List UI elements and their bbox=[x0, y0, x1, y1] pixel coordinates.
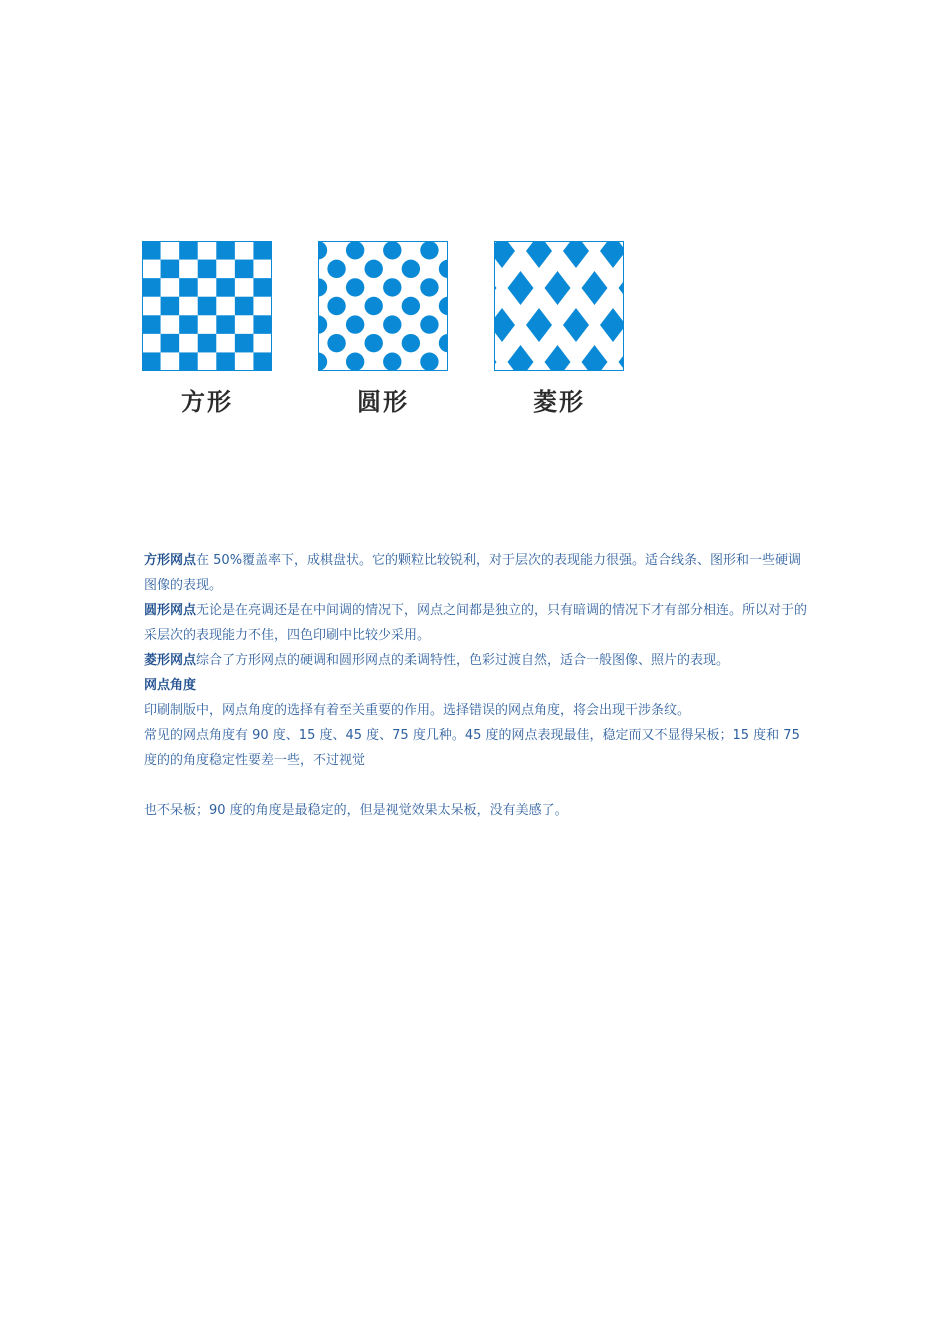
dot-angle-heading: 网点角度 bbox=[144, 678, 197, 693]
square-dot bbox=[216, 241, 235, 260]
circle-dot bbox=[383, 315, 401, 333]
diamond-label: 菱形 bbox=[533, 388, 585, 416]
square-dot bbox=[253, 352, 272, 371]
circle-dot bbox=[327, 297, 345, 315]
circle-dot bbox=[402, 297, 420, 315]
square-dot bbox=[161, 260, 180, 279]
circle-dot bbox=[383, 241, 401, 259]
square-dot bbox=[142, 278, 161, 297]
circle-dot-heading: 圆形网点 bbox=[144, 603, 197, 618]
circle-pattern-graphic bbox=[318, 241, 448, 371]
square-dot bbox=[161, 334, 180, 353]
body-text bbox=[144, 548, 814, 823]
square-dot bbox=[198, 297, 217, 316]
paragraph-circle bbox=[144, 598, 814, 648]
circle-label: 圆形 bbox=[357, 388, 409, 416]
circle-dot bbox=[383, 278, 401, 296]
square-dot-heading: 方形网点 bbox=[144, 553, 197, 568]
square-dot-pattern bbox=[142, 241, 272, 371]
circle-dot bbox=[327, 260, 345, 278]
diamond-dot-heading: 菱形网点 bbox=[144, 653, 197, 668]
square-dot bbox=[198, 260, 217, 279]
square-dot bbox=[216, 352, 235, 371]
square-dot bbox=[235, 334, 254, 353]
circle-dot bbox=[420, 278, 438, 296]
square-dot bbox=[142, 241, 161, 260]
paragraph-square bbox=[144, 548, 814, 598]
square-dot-description: 在 50%覆盖率下，成棋盘状。它的颗粒比较锐利，对于层次的表现能力很强。适合线条、图形和一些硬调图像的表现。 bbox=[144, 553, 802, 593]
circle-dot bbox=[346, 241, 364, 259]
circle-dot bbox=[402, 334, 420, 352]
circle-dot bbox=[420, 353, 438, 371]
square-dot bbox=[179, 352, 198, 371]
square-dot bbox=[161, 297, 180, 316]
diamond-dot-description: 综合了方形网点的硬调和圆形网点的柔调特性，色彩过渡自然，适合一般图像、照片的表现。 bbox=[196, 653, 730, 668]
diamond-pattern-graphic bbox=[494, 241, 624, 371]
circle-dot bbox=[365, 297, 383, 315]
circle-dot bbox=[346, 278, 364, 296]
paragraph-gap bbox=[144, 773, 814, 798]
square-dot bbox=[142, 315, 161, 334]
circle-dot bbox=[365, 334, 383, 352]
square-pattern-graphic bbox=[142, 241, 272, 371]
circle-dot bbox=[420, 315, 438, 333]
square-dot bbox=[142, 352, 161, 371]
circle-dot bbox=[420, 241, 438, 259]
square-dot bbox=[216, 278, 235, 297]
dot-angle-line-1: 印刷制版中，网点角度的选择有着至关重要的作用。选择错误的网点角度，将会出现干涉条纹。 bbox=[144, 703, 691, 718]
square-dot bbox=[253, 315, 272, 334]
circle-dot bbox=[365, 260, 383, 278]
square-dot bbox=[235, 260, 254, 279]
circle-dot bbox=[346, 315, 364, 333]
square-dot bbox=[216, 315, 235, 334]
square-dot bbox=[253, 241, 272, 260]
square-dot bbox=[198, 334, 217, 353]
circle-dot bbox=[327, 334, 345, 352]
dot-angle-line-3: 也不呆板；90 度的角度是最稳定的，但是视觉效果太呆板，没有美感了。 bbox=[144, 803, 568, 818]
circle-dot bbox=[383, 353, 401, 371]
circle-dot-description: 无论是在亮调还是在中间调的情况下，网点之间都是独立的，只有暗调的情况下才有部分相连。所以对于的采层次的表现能力不佳，四色印刷中比较少采用。 bbox=[144, 603, 808, 643]
square-dot bbox=[253, 278, 272, 297]
square-dot bbox=[179, 278, 198, 297]
square-dot bbox=[235, 297, 254, 316]
dot-angle-line-2: 常见的网点角度有 90 度、15 度、45 度、75 度几种。45 度的网点表现最佳，稳定而又不显得呆板；15 度和 75 度的的角度稳定性要差一些，不过视觉 bbox=[144, 728, 800, 768]
circle-dot bbox=[402, 260, 420, 278]
diamond-dot-pattern bbox=[494, 241, 624, 371]
circle-dot-pattern bbox=[318, 241, 448, 371]
paragraph-diamond bbox=[144, 648, 814, 673]
square-dot bbox=[179, 315, 198, 334]
circle-dot bbox=[346, 353, 364, 371]
square-label: 方形 bbox=[181, 388, 233, 416]
square-dot bbox=[179, 241, 198, 260]
